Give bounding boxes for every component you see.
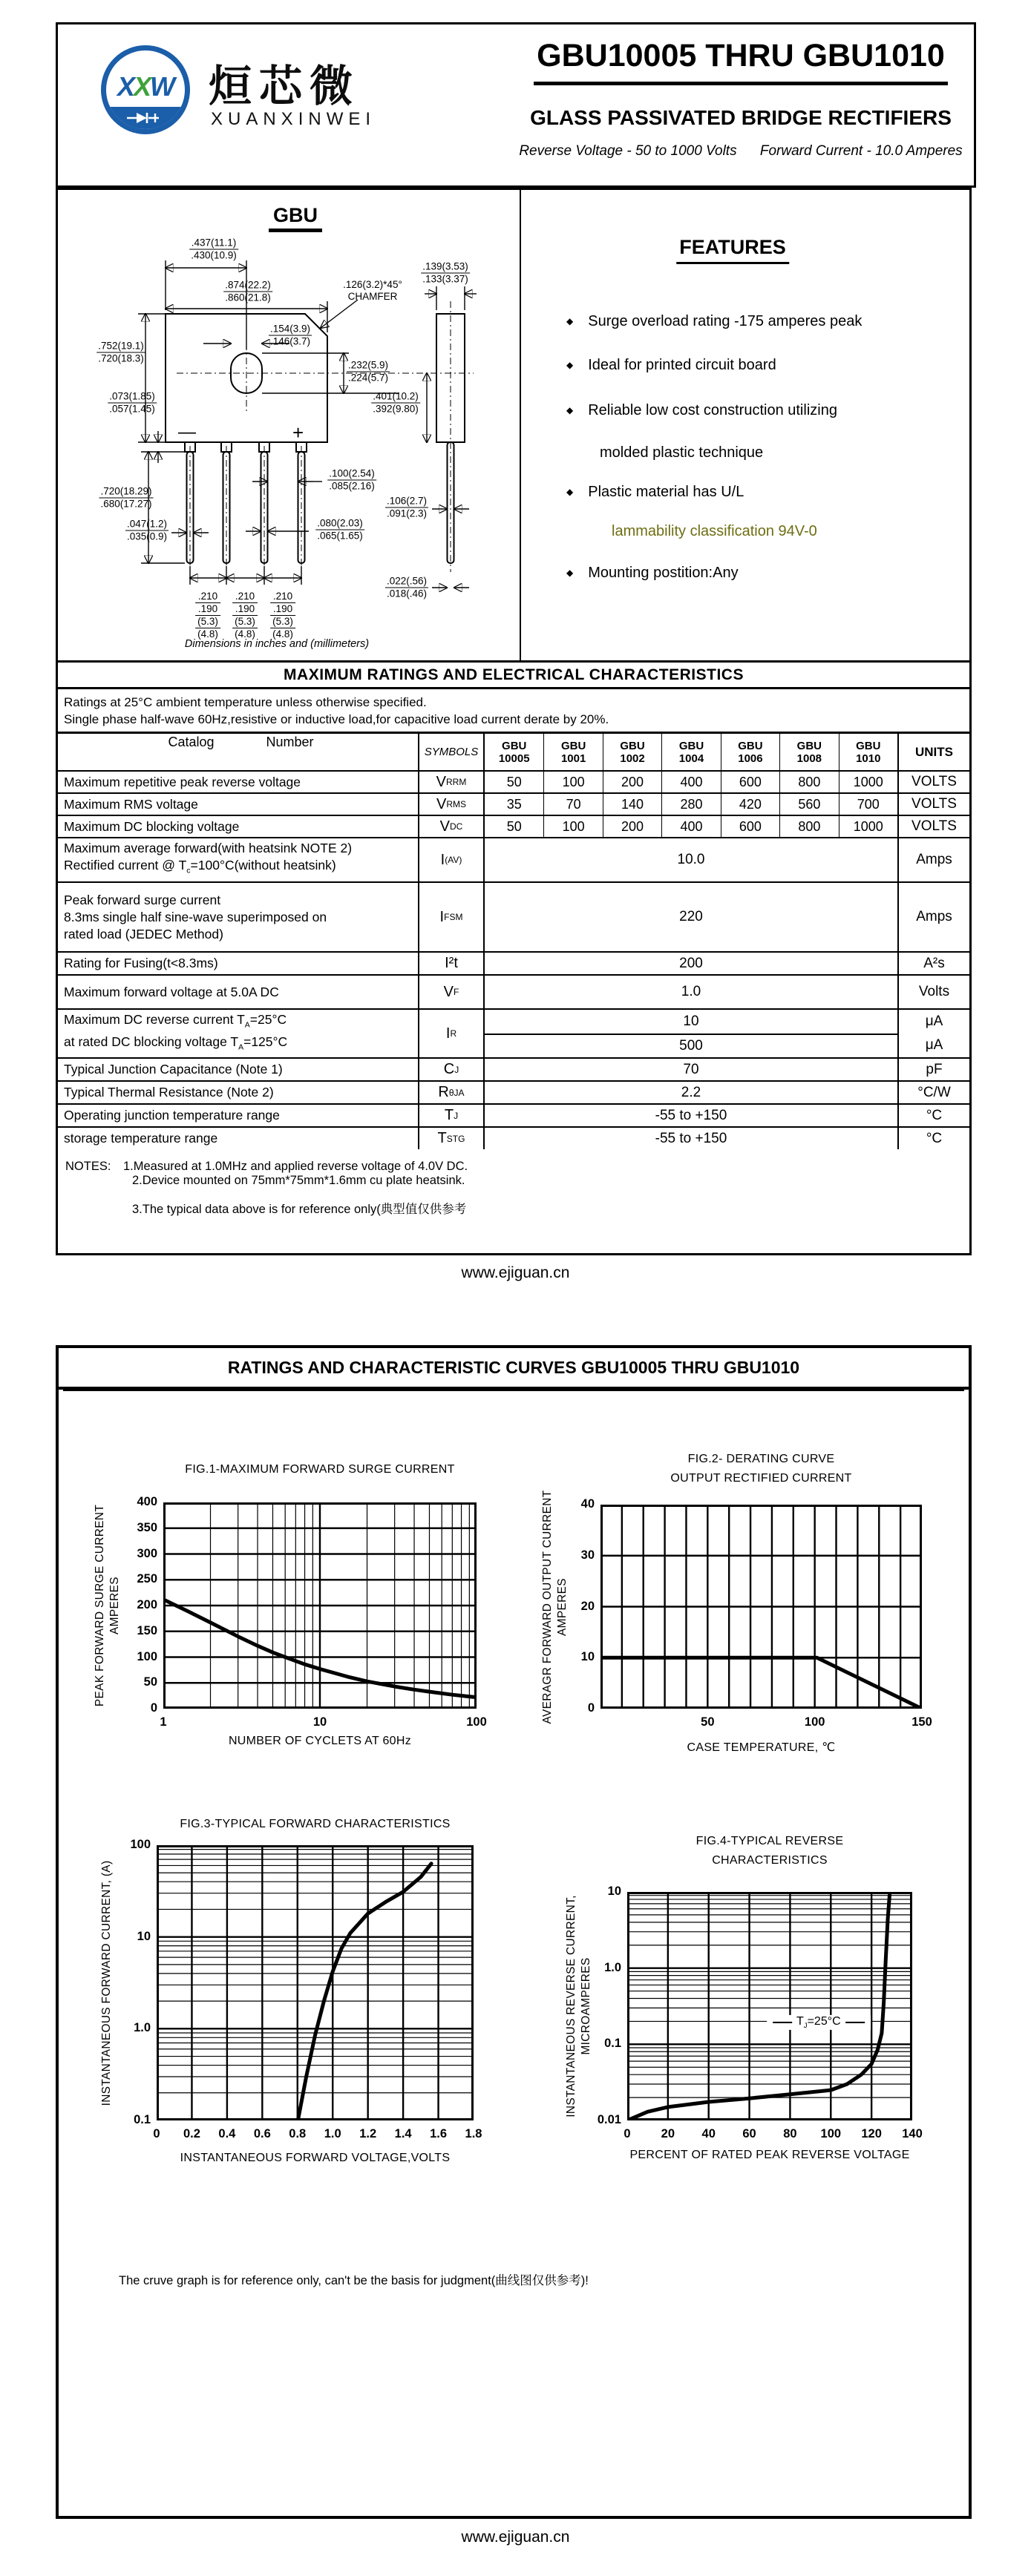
x-tick-label: 150: [911, 1715, 932, 1729]
row-symbol: C J: [418, 1059, 485, 1080]
units-header: UNITS: [897, 734, 969, 770]
x-tick-label: 1: [160, 1715, 167, 1729]
bullet-diamond-icon: ◆: [566, 487, 574, 497]
fig3-x-axis-label: INSTANTANEOUS FORWARD VOLTAGE,VOLTS: [180, 2152, 451, 2164]
logo-xxw-text: XXW: [117, 71, 174, 102]
header-box: [56, 22, 976, 188]
x-tick-label: 100: [466, 1715, 487, 1729]
y-tick-label: 50: [143, 1675, 157, 1689]
x-tick-label: 1.4: [394, 2127, 412, 2140]
part-column-header: GBU 1008: [779, 734, 838, 770]
y-tick-label: 300: [137, 1546, 157, 1560]
row-units: pF: [897, 1059, 969, 1080]
row-values: 35 70 140 280 420 560 700: [485, 794, 897, 815]
fig2-title: FIG.2- DERATING CURVE: [687, 1453, 835, 1465]
dimension-label: .401(10.2) .392(9.80): [373, 390, 419, 415]
row-values: 200: [679, 955, 703, 971]
part-column-header: GBU 1010: [839, 734, 897, 770]
row-label: Maximum DC reverse current $T_A=25^\circ C$ at rated DC blocking voltage $T_A=125^\circ C$: [64, 1011, 288, 1052]
page1-box: [56, 188, 972, 1255]
row-values: 220: [679, 909, 703, 924]
row-units: VOLTS: [897, 816, 969, 837]
x-tick-label: 100: [804, 1715, 825, 1729]
dimensions-caption: Dimensions in inches and (millimeters): [184, 638, 370, 650]
curves-disclaimer: The cruve graph is for reference only, can't be the basis for judgment(曲线图仅供参考)!: [119, 2274, 589, 2287]
features-panel: [520, 190, 974, 660]
fig2-plot-area: [600, 1505, 922, 1709]
catalog-number-header: Catalog Number: [168, 735, 314, 749]
table-row: [58, 1103, 969, 1126]
table-row: [58, 1057, 969, 1080]
x-tick-label: 60: [742, 2127, 756, 2140]
row-symbol: I FSM: [418, 883, 485, 951]
notes-block: [58, 1149, 969, 1217]
part-title: GBU10005 THRU GBU1010: [534, 38, 948, 85]
y-tick-label: 1.0: [134, 2021, 151, 2035]
fig3-title: FIG.3-TYPICAL FORWARD CHARACTERISTICS: [180, 1818, 451, 1830]
x-tick-label: 100: [820, 2127, 842, 2140]
dimension-label: .126(3.2)*45° CHAMFER: [343, 279, 402, 302]
dimension-label: .232(5.9) .224(5.7): [347, 359, 389, 384]
x-tick-label: 50: [701, 1715, 715, 1729]
y-tick-label: 400: [137, 1495, 157, 1508]
y-tick-label: 40: [580, 1497, 595, 1511]
x-tick-label: 0: [623, 2127, 631, 2140]
fig2-title: OUTPUT RECTIFIED CURRENT: [670, 1472, 852, 1485]
title-block: [511, 38, 971, 160]
company-name-chinese: 烜芯微: [209, 62, 361, 111]
bullet-diamond-icon: ◆: [566, 568, 574, 578]
row-label: Typical Junction Capacitance (Note 1): [64, 1062, 283, 1077]
row-units: VOLTS: [897, 772, 969, 792]
row-units: Amps: [897, 838, 969, 881]
dimension-label: .139(3.53) .133(3.37): [422, 260, 468, 285]
fig4-title: CHARACTERISTICS: [712, 1854, 828, 1867]
dimension-label: .047(1.2) .035(0.9): [126, 518, 168, 542]
x-tick-label: 40: [701, 2127, 716, 2140]
tj-annotation: $T_J=25^\circ C$: [767, 2014, 871, 2029]
feature-item: ◆ Plastic material has U/L: [566, 484, 744, 500]
row-label: Peak forward surge current 8.3ms single half sine-wave superimposed on rated load (JEDEC Method): [64, 892, 327, 942]
y-tick-label: 250: [137, 1572, 157, 1586]
dimension-label: .100(2.54) .085(2.16): [329, 467, 375, 492]
curves-title: RATINGS AND CHARACTERISTIC CURVES GBU10005 THRU GBU1010: [227, 1357, 800, 1377]
fig4-x-axis-label: PERCENT OF RATED PEAK REVERSE VOLTAGE: [629, 2149, 910, 2161]
dimension-label: .437(11.1) .430(10.9): [191, 237, 237, 261]
reverse-voltage-spec: Reverse Voltage - 50 to 1000 Volts: [519, 143, 737, 159]
row-symbol: V RMS: [418, 794, 485, 815]
lead-pitch-label: .210 .190 (5.3) (4.8): [232, 591, 258, 640]
lead-pitch-label: .210 .190 (5.3) (4.8): [195, 591, 220, 640]
note-item: 3.The typical data above is for reference only(典型值仅供参考: [132, 1203, 467, 1216]
table-row: [58, 1080, 969, 1103]
lead-pitch-label: .210 .190 (5.3) (4.8): [270, 591, 295, 640]
row-units: °C: [897, 1105, 969, 1126]
drawing-and-features-section: [58, 190, 969, 660]
forward-current-spec: Forward Current - 10.0 Amperes: [759, 143, 963, 159]
x-tick-label: 80: [783, 2127, 797, 2140]
row-values: 10 500: [485, 1010, 897, 1057]
fig4-y-axis-label: INSTANTANEOUS REVERSE CURRENT, MICROAMPERES: [565, 1895, 592, 2117]
dimension-label: .080(2.03) .065(1.65): [317, 517, 363, 542]
y-tick-label: 200: [137, 1598, 157, 1611]
row-symbol: V DC: [418, 816, 485, 837]
plus-polarity-mark: +: [292, 421, 304, 444]
row-values: 50 100 200 400 600 800 1000: [485, 772, 897, 792]
fig4-typical-reverse-characteristics-chart: [549, 1825, 980, 2181]
y-tick-label: 150: [137, 1623, 157, 1637]
fig4-title: FIG.4-TYPICAL REVERSE: [695, 1835, 844, 1847]
row-values: -55 to +150: [655, 1107, 727, 1123]
row-label: Maximum DC blocking voltage: [64, 818, 240, 834]
row-label: Maximum average forward(with heatsink NOTE 2) Rectified current @ $T_c=100^\circ C(without$ heatsink): [64, 841, 353, 875]
y-tick-label: 100: [130, 1838, 151, 1851]
fig3-typical-forward-characteristics-chart: [59, 1810, 512, 2181]
x-tick-label: 1.0: [324, 2127, 341, 2140]
row-symbol: T STG: [418, 1128, 485, 1149]
y-tick-label: 100: [137, 1649, 157, 1663]
symbols-header: SYMBOLS: [418, 734, 485, 770]
minus-polarity-mark: —: [178, 422, 196, 442]
bullet-diamond-icon: ◆: [566, 316, 574, 326]
features-title: FEATURES: [676, 236, 789, 264]
fig1-max-forward-surge-current-chart: [67, 1454, 512, 1766]
row-label: Maximum forward voltage at 5.0A DC: [64, 984, 279, 999]
package-name: GBU: [269, 204, 322, 232]
row-values: 10.0: [677, 852, 705, 867]
table-row: [58, 881, 969, 951]
table-row: [58, 974, 969, 1008]
y-tick-label: 30: [580, 1548, 595, 1562]
curves-title-bar: [59, 1348, 969, 1390]
ratings-title: MAXIMUM RATINGS AND ELECTRICAL CHARACTERISTICS: [284, 666, 744, 683]
row-label: Operating junction temperature range: [64, 1108, 280, 1123]
ratings-title-bar: [58, 660, 969, 689]
fig1-x-axis-label: NUMBER OF CYCLETS AT 60Hz: [228, 1735, 412, 1747]
y-tick-label: 1.0: [604, 1960, 621, 1974]
row-label: storage temperature range: [64, 1131, 218, 1146]
row-values: 1.0: [681, 984, 701, 999]
ratings-conditions: [58, 689, 969, 732]
x-tick-label: 0.6: [253, 2127, 271, 2140]
ratings-table: [58, 732, 969, 1149]
fig2-derating-curve-chart: [520, 1439, 980, 1766]
part-column-header: GBU 1004: [661, 734, 720, 770]
row-values: 2.2: [681, 1084, 701, 1100]
y-tick-label: 10: [607, 1885, 621, 1898]
dimension-label: .874(22.2) .860(21.8): [225, 279, 271, 303]
table-row: [58, 951, 969, 974]
logo-diode-icon: [106, 107, 185, 129]
x-tick-label: 0.2: [183, 2127, 200, 2140]
feature-item: ◆ Ideal for printed circuit board: [566, 357, 776, 373]
dimension-label: .106(2.7) .091(2.3): [386, 495, 428, 519]
row-units: VOLTS: [897, 794, 969, 815]
row-symbol: R θJA: [418, 1082, 485, 1103]
spec-line: [511, 143, 971, 160]
x-tick-label: 0: [153, 2127, 160, 2140]
y-tick-label: 0.01: [597, 2113, 621, 2126]
fig2-y-axis-label: AVERAGR FORWARD OUTPUT CURRENT AMPERES: [541, 1490, 569, 1724]
row-units: Amps: [897, 883, 969, 951]
x-tick-label: 1.2: [359, 2127, 377, 2140]
x-tick-label: 20: [661, 2127, 675, 2140]
y-tick-label: 0: [150, 1701, 157, 1715]
y-tick-label: 10: [137, 1929, 151, 1943]
row-units: °C: [897, 1128, 969, 1149]
feature-item: lammability classification 94V-0: [612, 523, 817, 539]
table-row: [58, 837, 969, 881]
feature-item: ◆ Reliable low cost construction utilizing: [566, 402, 837, 418]
fig4-plot-area: [627, 1892, 912, 2120]
dimension-label: .154(3.9) .146(3.7): [269, 323, 311, 347]
table-header-row: [58, 732, 969, 770]
dimension-label: .073(1.85) .057(1.45): [109, 390, 155, 415]
fig3-plot-area: [157, 1845, 474, 2120]
table-row: [58, 1126, 969, 1149]
row-symbol: I²t: [418, 953, 485, 974]
x-tick-label: 10: [312, 1715, 327, 1729]
ratings-condition-line2: Single phase half-wave 60Hz,resistive or inductive load,for capacitive load current derate by 20%.: [64, 712, 609, 726]
ratings-condition-line1: Ratings at 25°C ambient temperature unless otherwise specified.: [64, 695, 427, 709]
bullet-diamond-icon: ◆: [566, 360, 574, 370]
row-values: -55 to +150: [655, 1130, 727, 1146]
fig1-y-axis-label: PEAK FORWARD SURGE CURRENT AMPERES: [94, 1504, 121, 1707]
table-row: [58, 770, 969, 792]
notes-heading: NOTES:: [65, 1160, 111, 1173]
row-label: Rating for Fusing(t<8.3ms): [64, 956, 218, 970]
dimension-label: .022(.56) .018(.46): [386, 575, 428, 599]
x-tick-label: 120: [861, 2127, 882, 2140]
fig2-x-axis-label: CASE TEMPERATURE, ℃: [687, 1741, 836, 1754]
dimension-label: .752(19.1) .720(18.3): [98, 340, 144, 364]
company-name-english: XUANXINWEI: [211, 109, 376, 129]
y-tick-label: 0: [587, 1701, 595, 1715]
fig1-title: FIG.1-MAXIMUM FORWARD SURGE CURRENT: [185, 1463, 455, 1476]
row-units: Volts: [897, 976, 969, 1008]
y-tick-label: 350: [137, 1520, 157, 1534]
y-tick-label: 0.1: [604, 2037, 621, 2051]
logo-mark-icon: [101, 45, 190, 134]
row-units: °C/W: [897, 1082, 969, 1103]
bullet-diamond-icon: ◆: [566, 405, 574, 415]
dimension-labels-layer: [58, 190, 520, 660]
part-number-headers: [485, 734, 897, 770]
feature-item: molded plastic technique: [600, 444, 764, 461]
fig3-y-axis-label: INSTANTANEOUS FORWARD CURRENT, (A): [100, 1860, 113, 2106]
row-label: Maximum RMS voltage: [64, 796, 198, 812]
x-tick-label: 0.4: [218, 2127, 236, 2140]
y-tick-label: 0.1: [134, 2113, 151, 2126]
row-symbol: V RRM: [418, 772, 485, 792]
part-column-header: GBU 1006: [721, 734, 779, 770]
subtitle: GLASS PASSIVATED BRIDGE RECTIFIERS: [530, 106, 952, 129]
feature-item: ◆ Surge overload rating -175 amperes peak: [566, 313, 863, 329]
feature-item: ◆ Mounting postition:Any: [566, 565, 739, 581]
table-row: [58, 1008, 969, 1057]
footer-url-page1: www.ejiguan.cn: [461, 1264, 570, 1281]
x-tick-label: 140: [902, 2127, 923, 2140]
note-item: 2.Device mounted on 75mm*75mm*1.6mm cu plate heatsink.: [132, 1174, 465, 1187]
package-outline-diagram: [58, 190, 520, 660]
row-symbol: I R: [418, 1010, 485, 1057]
x-tick-label: 1.8: [465, 2127, 482, 2140]
part-column-header: GBU 1001: [543, 734, 602, 770]
row-values: 50 100 200 400 600 800 1000: [485, 816, 897, 837]
x-tick-label: 0.8: [289, 2127, 307, 2140]
table-row: [58, 792, 969, 815]
part-column-header: GBU 1002: [603, 734, 661, 770]
part-column-header: GBU 10005: [498, 739, 530, 765]
brand-logo: [101, 45, 472, 164]
row-label: Typical Thermal Resistance (Note 2): [64, 1085, 274, 1100]
row-symbol: I (AV): [418, 838, 485, 881]
row-values: 70: [683, 1061, 699, 1077]
row-symbol: T J: [418, 1105, 485, 1126]
table-row: [58, 815, 969, 837]
row-units: A²s: [897, 953, 969, 974]
x-tick-label: 1.6: [430, 2127, 448, 2140]
note-item: 1.Measured at 1.0MHz and applied reverse voltage of 4.0V DC.: [123, 1160, 468, 1173]
row-units: μA μA: [897, 1010, 969, 1057]
y-tick-label: 10: [580, 1650, 595, 1664]
footer-url-page2: www.ejiguan.cn: [461, 2529, 570, 2546]
y-tick-label: 20: [580, 1599, 595, 1613]
dimension-label: .720(18.29) .680(17.27): [100, 485, 152, 510]
row-label: Maximum repetitive peak reverse voltage: [64, 774, 301, 789]
fig1-plot-area: [163, 1502, 477, 1709]
row-symbol: V F: [418, 976, 485, 1008]
